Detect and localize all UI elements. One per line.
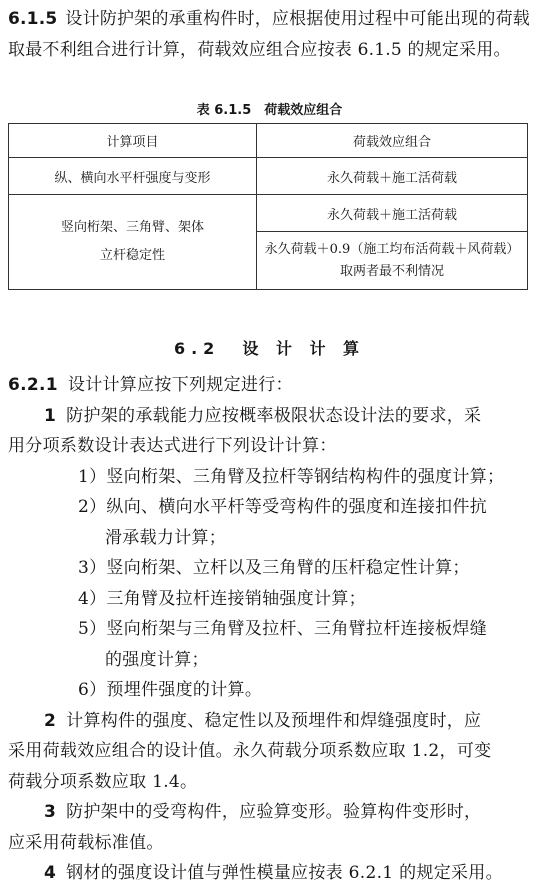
clause-number: 6.2.1 [8,375,58,395]
table-cell-line: 立杆稳定性 [99,248,165,263]
clause-number: 6.1.5 [8,9,58,29]
item-number: 4 [44,863,57,883]
table-cell [9,195,257,290]
table-cell: 永久荷载＋施工活荷载 [257,195,528,232]
table-cell: 纵、横向水平杆强度与变形 [9,158,257,195]
clause-6-2-1-intro [8,370,293,395]
item-1-line-2: 用分项系数设计表达式进行下列设计计算： [8,436,337,456]
table-header-row [9,124,528,158]
clause-6-1-5 [8,4,530,66]
item-number: 1 [44,405,57,426]
item-number: 3 [44,802,57,822]
subitem-5-line-1: 5）竖向桁架与三角臂及拉杆、三角臂拉杆连接板焊缝 [78,619,488,639]
clause-text: 设计计算应按下列规定进行： [67,375,293,395]
item-2-line-1 [44,706,481,731]
item-text: 防护架中的受弯构件，应验算变形。验算构件变形时， [66,802,482,822]
table-row [9,195,528,232]
header-cell: 荷载效应组合 [257,124,528,158]
subitem-4: 4）三角臂及拉杆连接销轴强度计算； [78,588,366,609]
item-4-line-1 [44,858,503,883]
table-cell-line: 永久荷载＋0.9（施工均布活荷载＋风荷载） [264,241,520,257]
subitem-2-line-2: 滑承载力计算； [105,527,227,548]
item-text: 防护架的承载能力应按概率极限状态设计法的要求，采 [66,405,482,426]
item-text: 计算构件的强度、稳定性以及预埋件和焊缝强度时，应 [66,710,482,731]
table-title: 表 6.1.5 荷载效应组合 [196,103,343,118]
item-2-line-2: 采用荷载效应组合的设计值。永久荷载分项系数应取 1.2，可变 [8,741,492,761]
table-cell-line: 取两者最不利情况 [339,263,444,279]
subitem-5-line-2: 的强度计算； [105,649,209,670]
table-cell-line: 竖向桁架、三角臂、架体 [60,220,204,235]
subitem-2-line-1: 2）纵向、横向水平杆等受弯构件的强度和连接扣件抗 [78,497,488,517]
load-combination-table [8,123,528,290]
item-3-line-1 [44,797,481,822]
table-cell: 永久荷载＋施工活荷载 [257,158,528,195]
item-text: 钢材的强度设计值与弹性模量应按表 6.2.1 的规定采用。 [66,863,503,883]
item-3-line-2: 应采用荷载标准值。 [8,832,164,853]
subitem-3: 3）竖向桁架、立杆以及三角臂的压杆稳定性计算； [78,558,470,578]
section-title: 6.2 设 计 计 算 [173,339,366,358]
item-2-line-3: 荷载分项系数应取 1.4。 [8,771,198,792]
clause-text: 设计防护架的承重构件时，应根据使用过程中可能出现的荷载取最不利组合进行计算，荷载效应组合应按表 6.1.5 的规定采用。 [8,9,530,60]
table-row [9,158,528,195]
header-cell: 计算项目 [9,124,257,158]
item-number: 2 [44,710,57,731]
table-cell [257,232,528,290]
item-1-line-1 [44,401,481,426]
subitem-1: 1）竖向桁架、三角臂及拉杆等钢结构构件的强度计算； [78,466,505,487]
subitem-6: 6）预埋件强度的计算。 [78,680,263,700]
